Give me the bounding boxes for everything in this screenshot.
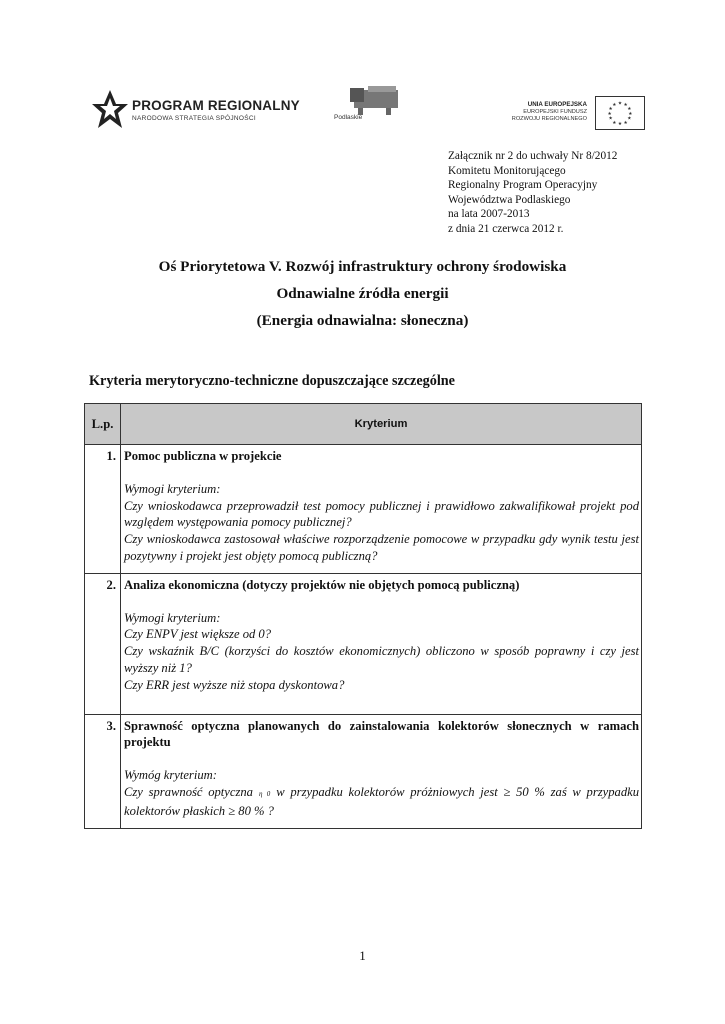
- svg-text:★: ★: [623, 102, 628, 108]
- question-end: w przypadku kolektorów próżniowych jest ≥ 50 % zaś w przypadku kolektorów płaskich ≥ 80 % ?: [124, 784, 640, 818]
- criterion-title: Sprawność optyczna planowanych do zainstalowania kolektorów słonecznych w ramach projektu: [124, 718, 639, 750]
- section-title: Kryteria merytoryczno-techniczne dopuszczające szczególne: [89, 373, 455, 389]
- annex-line: Załącznik nr 2 do uchwały Nr 8/2012: [448, 150, 618, 162]
- svg-text:★: ★: [627, 116, 632, 122]
- eu-flag-icon: [595, 96, 645, 130]
- eta-symbol: η 0: [258, 789, 271, 798]
- priority-axis-heading: Oś Priorytetowa V. Rozwój infrastruktury ochrony środowiska: [158, 258, 567, 275]
- svg-text:★: ★: [612, 102, 617, 108]
- svg-text:★: ★: [617, 101, 623, 107]
- table-row: [85, 445, 642, 574]
- criterion-cell: [121, 573, 642, 714]
- eu-line3: ROZWOJU REGIONALNEGO: [511, 116, 587, 122]
- criterion-cell: [121, 714, 642, 828]
- annex-line: Województwa Podlaskiego: [448, 193, 571, 206]
- question-start: Czy sprawność optyczna: [124, 784, 253, 799]
- eu-line2: EUROPEJSKI FUNDUSZ: [523, 109, 587, 115]
- criterion-label: Wymóg kryterium:: [124, 768, 217, 783]
- annex-line: z dnia 21 czerwca 2012 r.: [448, 222, 564, 235]
- annex-line: na lata 2007-2013: [448, 208, 530, 221]
- logo-title: PROGRAM REGIONALNY: [132, 98, 300, 113]
- table-row: [85, 714, 642, 828]
- svg-text:★: ★: [608, 116, 613, 122]
- row-number: 2.: [85, 573, 121, 714]
- annex-note: [448, 149, 617, 237]
- svg-text:★: ★: [608, 107, 613, 113]
- criterion-label: Wymogi kryterium:: [124, 610, 221, 625]
- annex-line: Komitetu Monitorującego: [448, 164, 566, 177]
- criterion-question: [124, 784, 639, 820]
- table-row: [85, 573, 642, 714]
- criterion-question: Czy ENPV jest większe od 0?: [124, 627, 272, 642]
- svg-text:★: ★: [627, 107, 632, 113]
- program-regionalny-logo: [90, 88, 300, 134]
- svg-text:★: ★: [607, 111, 612, 117]
- svg-text:★: ★: [612, 120, 617, 126]
- page-number: 1: [359, 948, 366, 963]
- criterion-question: Czy wnioskodawca zastosował właściwe rozporządzenie pomocowe w przypadku gdy wynik testu jest pozytywny i projekt jest objęty pomocą publiczną?: [124, 532, 639, 563]
- row-number: 3.: [85, 714, 121, 828]
- eu-line1: UNIA EUROPEJSKA: [527, 101, 587, 108]
- star-logo-icon: [90, 88, 130, 134]
- criterion-question: Czy wnioskodawca przeprowadził test pomocy publicznej i prawidłowo zakwalifikował projekt pod względem występowania pomocy publicznej?: [124, 498, 639, 530]
- bison-logo-icon: [348, 84, 408, 116]
- subtopic-heading: Odnawialne źródła energii: [276, 285, 449, 302]
- criterion-title: Pomoc publiczna w projekcie: [124, 449, 282, 463]
- criteria-table: [84, 403, 642, 829]
- criterion-question: Czy ERR jest wyższe niż stopa dyskontowa?: [124, 677, 345, 692]
- criterion-question: Czy wskaźnik B/C (korzyści do kosztów ekonomicznych) obliczono w sposób poprawny i czy jest wyższy niż 1?: [124, 644, 639, 675]
- logo-subtitle: NARODOWA STRATEGIA SPÓJNOŚCI: [132, 115, 256, 122]
- podlaskie-caption: Podlaskie: [334, 114, 363, 121]
- criterion-header: Kryterium: [121, 404, 642, 445]
- podlaskie-logo: [330, 82, 410, 132]
- row-number: 1.: [85, 445, 121, 574]
- eu-logo: [505, 96, 645, 130]
- lp-header: L.p.: [85, 404, 121, 445]
- annex-line: Regionalny Program Operacyjny: [448, 179, 598, 192]
- criterion-title: Analiza ekonomiczna (dotyczy projektów nie objętych pomocą publiczną): [124, 577, 520, 592]
- energy-type-heading: (Energia odnawialna: słoneczna): [256, 312, 469, 329]
- svg-text:★: ★: [623, 120, 628, 126]
- criterion-cell: [121, 445, 642, 574]
- svg-text:★: ★: [617, 122, 623, 128]
- table-header-row: [85, 404, 642, 445]
- criterion-label: Wymogi kryterium:: [124, 481, 221, 496]
- svg-text:★: ★: [628, 111, 633, 117]
